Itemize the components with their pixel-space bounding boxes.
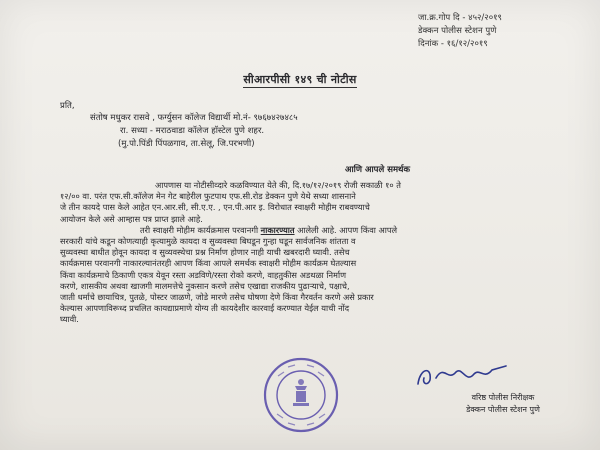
body-line: जाती धर्माचे छायाचित्र, पुतळे, पोस्टर जाळणे, जोडे मारणे तसेच घोषणा देणे किंवा गैरवर्तन करणे असे प्रकार <box>60 292 374 303</box>
signer-block <box>418 392 588 416</box>
addressee-line: संतोष मधुकर रासवे , फर्ग्युसन कॉलेज विद्यार्थी मो.नं- ९७६७४२७४८५ <box>90 113 298 123</box>
notice-title: सीआरपीसी १४९ ची नोटीस <box>243 73 357 86</box>
addressee-line: रा. सध्या - मराठवाडा कॉलेज हॉस्टेल पुणे शहर. <box>120 126 265 136</box>
body-text: तरी स्वाक्षरी मोहीम कार्यक्रमास परवानगी <box>140 224 261 235</box>
body-line: आयोजन केले असे आम्हास पत्र प्राप्त झाले आहे. <box>60 213 203 224</box>
body-line: सरकारी यांचे कडून कोणत्याही कृत्यामुळे कायदा व सुव्यवस्था बिघडून गुन्हा घडून सार्वजनिक शांतता व <box>60 236 356 247</box>
body-text: आलेली आहे. आपण किंवा आपले <box>294 224 398 235</box>
subject-line: आणि आपले समर्थक <box>345 165 411 175</box>
reference-date: दिनांक - १६/१२/२०१९ <box>418 39 488 49</box>
refused-highlight: नाकारण्यात <box>260 224 295 235</box>
body-line: किंवा कार्यक्रमाचे ठिकाणी एकत्र येवून रस्ता अडविणे/रस्ता रोको करणे, वाहतुकीस अडथळा निर्माण <box>60 269 346 280</box>
signature-mark <box>410 360 520 390</box>
reference-office: डेक्कन पोलीस स्टेशन पुणे <box>418 26 497 36</box>
notice-body <box>60 180 600 326</box>
addressee-block <box>90 112 590 151</box>
body-line: सुव्यवस्था बाधीत होवून कायदा व सुव्यवस्थेचा प्रश्न निर्माण होणार नाही याची खबरदारी घ्यावी. तसेच <box>60 247 350 258</box>
body-line: जे तीन कायदे पास केले आहेत एन.आर.सी, सी.ए.ए. , एन.पी.आर इ. विरोधात स्वाक्षरी मोहीम राबवण्याचे <box>60 202 370 213</box>
reference-number: जा.क्र.गोप दि - ४५२/२०१९ <box>418 13 502 23</box>
signer-designation: वरिष्ठ पोलीस निरीक्षक <box>471 393 535 402</box>
reference-block <box>418 12 596 51</box>
addressee-line: (मु.पो.पिंडी पिंपळगाव, ता.सेलू, जि.परभणी) <box>118 139 255 149</box>
police-station-seal <box>262 356 340 434</box>
body-line: कार्यक्रमास परवानगी नाकारल्यानंतरही आपण किंवा आपले समर्थक स्वाक्षरी मोहीम कार्यक्रम घेतल्यास <box>60 258 357 269</box>
signer-office: डेक्कन पोलीस स्टेशन पुणे <box>466 405 540 414</box>
prati-label: प्रति, <box>60 101 75 111</box>
body-line: केल्यास आपणाविरूध्द प्रचलित कायद्याप्रमाणे योग्य ती कायदेशीर कारवाई करण्यात येईल याची नोंद <box>60 303 350 314</box>
body-line: आपणास या नोटीसीव्दारे कळविण्यात येते की, दि.१७/१२/२०१९ रोजी सकाळी १० ते <box>155 180 401 190</box>
notice-title-wrap <box>0 72 600 87</box>
body-line: करणे, शासकीय अथवा खाजगी मालमत्तेचे नुकसान करणे तसेच एखाद्या राजकीय पुढाऱ्याचे, पक्षाचे, <box>60 280 350 291</box>
body-line: घ्यावी. <box>60 314 79 325</box>
body-line: १२/०० वा. परंत एफ.सी.कॉलेज मेन गेट बाहेरील फुटपाथ एफ.सी.रोड डेक्कन पुणे येथे सध्या शासनाने <box>60 191 356 202</box>
body-line <box>60 225 600 236</box>
